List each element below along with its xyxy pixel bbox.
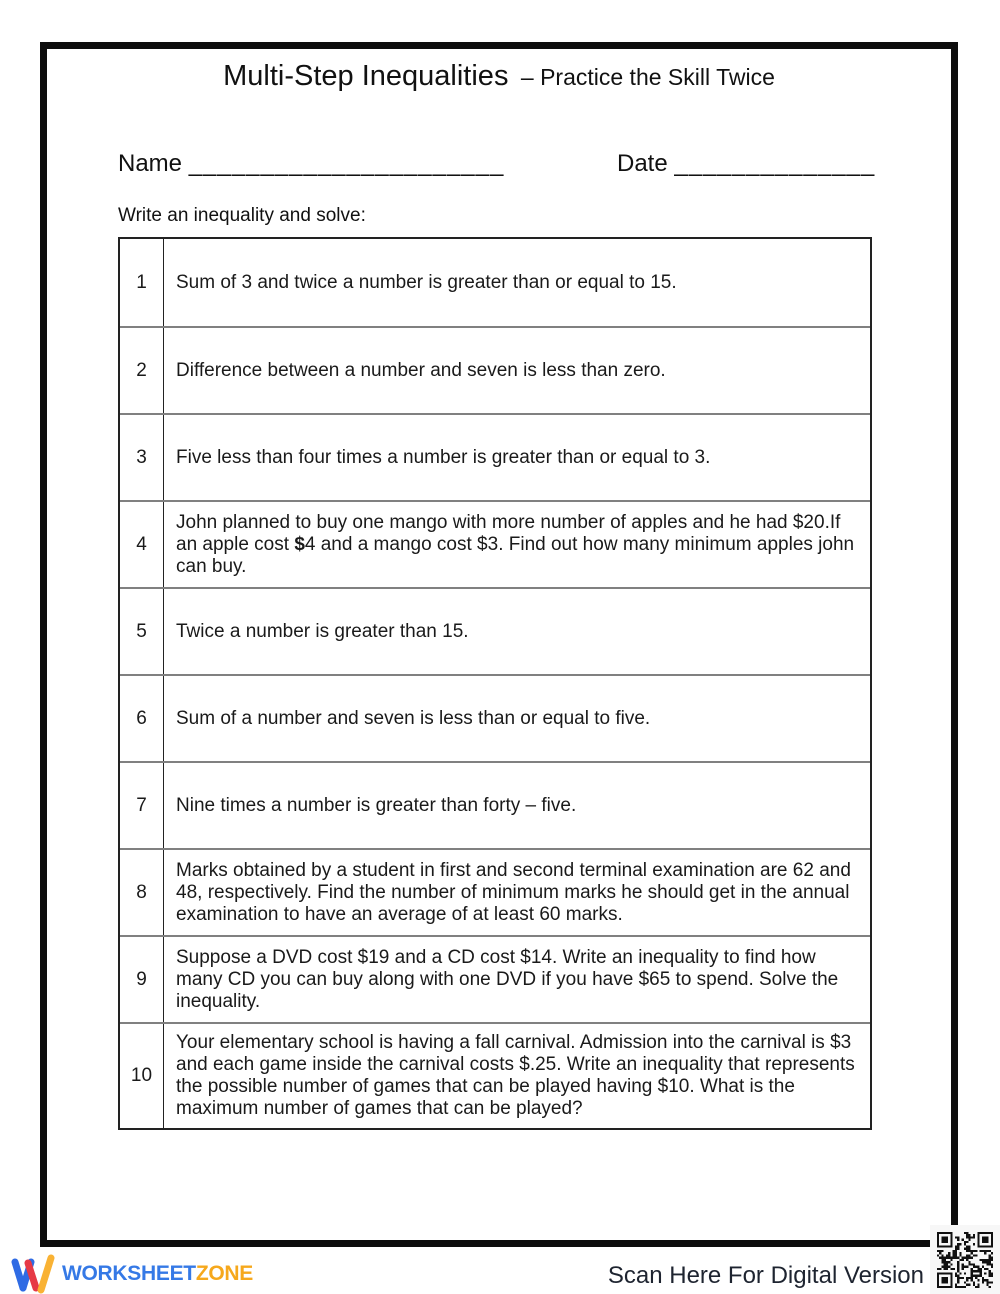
problem-text: Your elementary school is having a fall carnival. Admission into the carnival is $3 and each game inside the carnival costs $.25. Write an inequality that represents the possible number of games that can be played having $10. What is the maximum number of games that can be played?	[176, 1032, 855, 1119]
worksheet-subtitle: – Practice the Skill Twice	[520, 64, 775, 90]
problem-number: 3	[120, 415, 164, 500]
worksheet-title: Multi-Step Inequalities	[223, 60, 509, 92]
problem-text: Five less than four times a number is greater than or equal to 3.	[176, 446, 711, 468]
table-row	[120, 761, 870, 848]
problem-text: Marks obtained by a student in first and second terminal examination are 62 and 48, respectively. Find the number of minimum marks he should get in the annual examination to have an average of at least 60 marks.	[176, 859, 851, 925]
table-row	[120, 848, 870, 935]
worksheetzone-logo	[10, 1253, 253, 1294]
problem-text: Nine times a number is greater than forty – five.	[176, 794, 577, 816]
problem-number: 4	[120, 502, 164, 587]
table-row	[120, 500, 870, 587]
name-field	[118, 150, 504, 178]
worksheetzone-w-icon	[10, 1254, 56, 1294]
date-label: Date	[617, 150, 668, 177]
table-row	[120, 326, 870, 413]
instruction-text: Write an inequality and solve:	[118, 205, 366, 226]
brand-worksheet: WORKSHEET	[62, 1262, 196, 1285]
problem-number: 9	[120, 937, 164, 1022]
scan-here-text: Scan Here For Digital Version	[607, 1262, 924, 1289]
problem-text: Twice a number is greater than 15.	[176, 620, 469, 642]
qr-code	[930, 1225, 1000, 1294]
problem-number: 10	[120, 1024, 164, 1128]
date-blank-line: ______________	[674, 150, 876, 177]
table-row	[120, 413, 870, 500]
problem-number: 8	[120, 850, 164, 935]
problem-number: 7	[120, 763, 164, 848]
page-title	[40, 60, 958, 93]
problem-number: 6	[120, 676, 164, 761]
problem-number: 2	[120, 328, 164, 413]
problem-text: John planned to buy one mango with more number of apples and he had $20.If an apple cost $4 and a mango cost $3. Find out how many minimum apples john can buy.	[176, 511, 855, 577]
name-blank-line: ______________________	[188, 150, 505, 177]
date-field	[617, 150, 875, 178]
table-row	[120, 587, 870, 674]
problem-number: 5	[120, 589, 164, 674]
problem-text: Difference between a number and seven is less than zero.	[176, 359, 666, 381]
table-row	[120, 1022, 870, 1128]
table-row	[120, 674, 870, 761]
problems-table	[118, 237, 872, 1130]
problem-number: 1	[120, 239, 164, 326]
brand-zone: ZONE	[195, 1262, 253, 1285]
problem-text: Sum of 3 and twice a number is greater than or equal to 15.	[176, 271, 677, 293]
table-row	[120, 935, 870, 1022]
table-row	[120, 239, 870, 326]
problem-text: Sum of a number and seven is less than or equal to five.	[176, 707, 651, 729]
problem-text: Suppose a DVD cost $19 and a CD cost $14. Write an inequality to find how many CD you can buy along with one DVD if you have $65 to spend. Solve the inequality.	[176, 946, 839, 1012]
name-label: Name	[118, 150, 183, 177]
worksheetzone-wordmark	[62, 1262, 253, 1286]
